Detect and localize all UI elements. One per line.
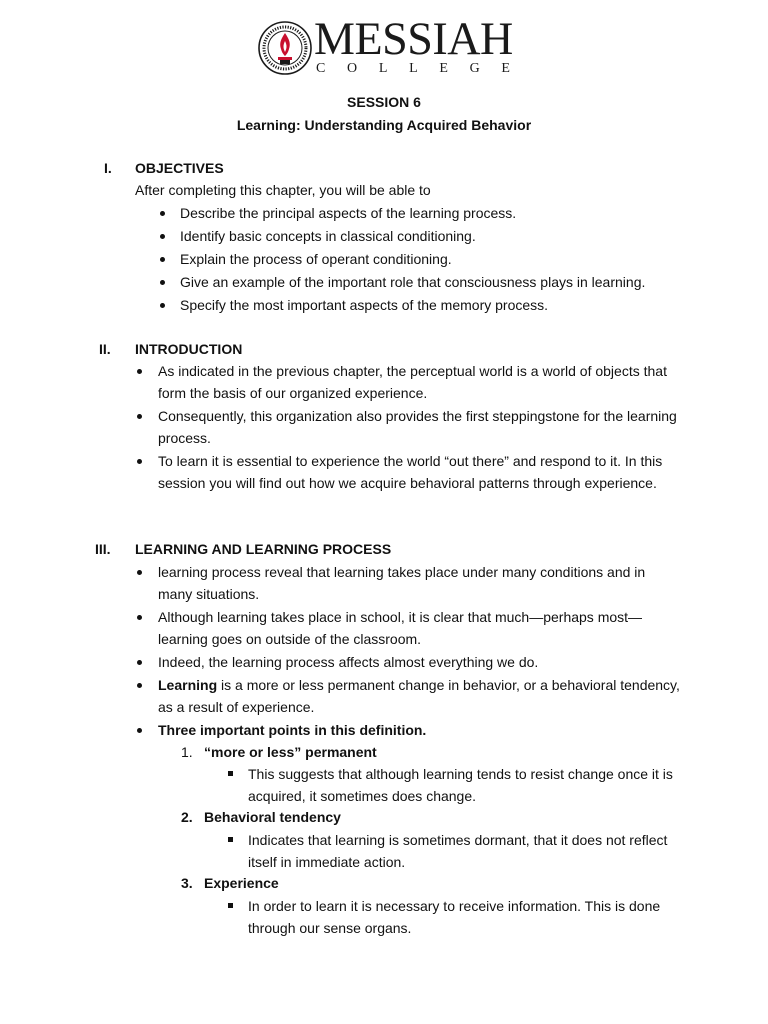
list-item: Learning is a more or less permanent change in behavior, or a behavioral tendency, as a result of experience. <box>135 674 680 718</box>
college-seal-icon <box>258 20 312 76</box>
list-item: Explain the process of operant conditioning. <box>158 248 698 270</box>
point-detail-list <box>226 895 686 940</box>
list-item: Indeed, the learning process affects almost everything we do. <box>135 651 680 673</box>
bullet-icon <box>137 459 142 464</box>
bullet-icon <box>137 728 142 733</box>
list-item: As indicated in the previous chapter, the perceptual world is a world of objects that form the basis of our organized experience. <box>135 360 680 404</box>
list-item: In order to learn it is necessary to receive information. This is done through our sense organs. <box>226 895 686 939</box>
list-item: Give an example of the important role that consciousness plays in learning. <box>158 271 698 293</box>
section-title-learning: LEARNING AND LEARNING PROCESS <box>135 541 392 557</box>
list-item: Three important points in this definition. <box>135 719 680 741</box>
document-page: MESSIAH C O L L E G E SESSION 6 Learning: Understanding Acquired Behavior I. OBJECTIVES After completing this chapter, you will be able to Describe the principal aspects of the learning process. Identify basic concepts in classical conditioning. Explain the process of operant conditioning. Give an example of the important role that consciousness plays in learning. Specify the most important aspects of the memory process. II. INTRODUCTION As indicated in the previous chapter, the perceptual world is a world of objects that form the basis of our organized experience. Consequently, this organization also provides the first steppingstone for the learning process. To learn it is essential to experience the world “out there” and respond to it. In this session you will find out how we acquire behavioral patterns through experience. III. LEARNING AND LEARNING PROCESS learning process reveal that learning takes place under many conditions and in many situations. Although learning takes place in school, it is clear that much—perhaps most—learning goes on outside of the classroom. Indeed, the learning process affects almost everything we do. Learning is a more or less permanent change in behavior, or a behavioral tendency, as a result of experience. Three important points in this definition. 1. “more or less” permanent This suggests that although learning tends to resist change once it is acquired, it sometimes does change. 2. Behavioral tendency Indicates that learning is sometimes dormant, that it does not reflect itself in immediate action. 3. Experience In order to learn it is necessary to receive information. This is done through our sense organs. <box>0 0 768 1024</box>
session-title: Learning: Understanding Acquired Behavior <box>236 117 532 133</box>
objectives-lead: After completing this chapter, you will be able to <box>135 182 431 198</box>
session-label: SESSION 6 <box>347 94 421 110</box>
bullet-icon <box>160 257 165 262</box>
list-item: Specify the most important aspects of the memory process. <box>158 294 698 316</box>
bullet-icon <box>137 660 142 665</box>
list-item: Indicates that learning is sometimes dormant, that it does not reflect itself in immediate action. <box>226 829 686 873</box>
list-item: Describe the principal aspects of the learning process. <box>158 202 698 224</box>
list-item: Consequently, this organization also provides the first steppingstone for the learning process. <box>135 405 680 449</box>
section-number: II. <box>99 341 111 357</box>
list-item: To learn it is essential to experience the world “out there” and respond to it. In this session you will find out how we acquire behavioral patterns through experience. <box>135 450 680 494</box>
square-bullet-icon <box>228 771 233 776</box>
bullet-icon <box>160 211 165 216</box>
square-bullet-icon <box>228 837 233 842</box>
objectives-list <box>158 202 698 317</box>
definition-term: Learning <box>158 677 218 693</box>
learning-list <box>135 561 680 742</box>
introduction-list <box>135 360 680 495</box>
square-bullet-icon <box>228 903 233 908</box>
bullet-icon <box>137 414 142 419</box>
point-detail-list <box>226 763 686 808</box>
bullet-icon <box>137 570 142 575</box>
logo-wordmark: MESSIAH <box>314 13 513 65</box>
list-item: learning process reveal that learning takes place under many conditions and in many situations. <box>135 561 680 605</box>
list-item: Although learning takes place in school, it is clear that much—perhaps most—learning goes on outside of the classroom. <box>135 606 680 650</box>
section-title-objectives: OBJECTIVES <box>135 160 224 176</box>
bullet-icon <box>160 303 165 308</box>
bullet-icon <box>137 683 142 688</box>
list-item: This suggests that although learning tends to resist change once it is acquired, it sometimes does change. <box>226 763 686 807</box>
bullet-icon <box>137 369 142 374</box>
logo-subword: C O L L E G E <box>316 61 510 76</box>
section-number: III. <box>95 541 111 557</box>
bullet-icon <box>160 234 165 239</box>
bullet-icon <box>160 280 165 285</box>
bullet-icon <box>137 615 142 620</box>
list-item: Identify basic concepts in classical conditioning. <box>158 225 698 247</box>
point-detail-list <box>226 829 686 874</box>
section-title-introduction: INTRODUCTION <box>135 341 243 357</box>
section-number: I. <box>104 160 112 176</box>
college-logo <box>258 13 513 80</box>
